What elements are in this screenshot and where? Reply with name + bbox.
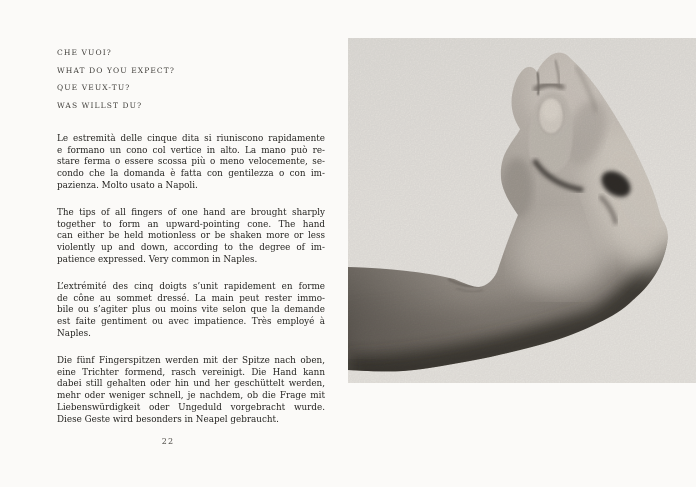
gesture-title: WAS WILLST DU? (57, 100, 143, 110)
description-paragraph-fr (57, 282, 325, 341)
paragraph-line: Die fünf Fingerspitzen werden mit der Spitze nach oben, (57, 356, 325, 367)
paragraph-line: condo che la domanda è fatta con gentilezza o con im- (57, 169, 325, 180)
paragraph-line: stare ferma o essere scossa più o meno velocemente, se- (57, 157, 325, 168)
paragraph-line: together to form an upward-pointing cone. The hand (57, 219, 325, 230)
paragraph-line: de cône au sommet dressé. La main peut rester immo- (57, 293, 325, 304)
paragraph-line: dabei still gehalten oder hin und her geschüttelt werden, (57, 379, 325, 390)
gesture-titles (57, 44, 325, 114)
paragraph-line: can either be held motionless or be shaken more or less (57, 231, 325, 242)
hand-gesture-illustration (348, 38, 696, 383)
photo-grain-overlay (348, 38, 696, 383)
paragraph-line: L’extrémité des cinq doigts s’unit rapidement en forme (57, 282, 325, 293)
paragraph-line: Le estremità delle cinque dita si riuniscono rapidamente (57, 134, 325, 144)
paragraph-line: bile ou s’agiter plus ou moins vite selon que la demande (57, 305, 325, 316)
paragraph-line: e formano un cono col vertice in alto. La mano può re- (57, 145, 325, 156)
description-paragraph-it (57, 134, 325, 193)
description-paragraph-en (57, 208, 325, 267)
text-column (57, 44, 325, 442)
description-paragraph-de (57, 356, 325, 426)
paragraph-line: patience expressed. Very common in Naples. (57, 254, 258, 265)
gesture-title: WHAT DO YOU EXPECT? (57, 65, 175, 75)
paragraph-line: violently up and down, according to the degree of im- (57, 243, 325, 254)
paragraph-line: The tips of all fingers of one hand are brought sharply (57, 208, 325, 219)
paragraph-line: Liebenswürdigkeit oder Ungeduld vorgebracht wurde. (57, 402, 325, 413)
paragraph-line: pazienza. Molto usato a Napoli. (57, 180, 198, 191)
paragraph-line: est faite gentiment ou avec impatience. Très employé à (57, 317, 325, 328)
gesture-photo (348, 38, 696, 383)
page-number: 22 (161, 437, 175, 446)
gesture-title: CHE VUOI? (57, 48, 112, 57)
paragraph-line: eine Trichter formend, rasch vereinigt. Die Hand kann (57, 367, 325, 378)
paragraphs (57, 134, 325, 426)
paragraph-line: mehr oder weniger schnell, je nachdem, ob die Frage mit (57, 391, 325, 402)
paragraph-line: Naples. (57, 328, 91, 339)
gesture-title: QUE VEUX-TU? (57, 83, 131, 92)
paragraph-line: Diese Geste wird besonders in Neapel gebraucht. (57, 414, 279, 425)
